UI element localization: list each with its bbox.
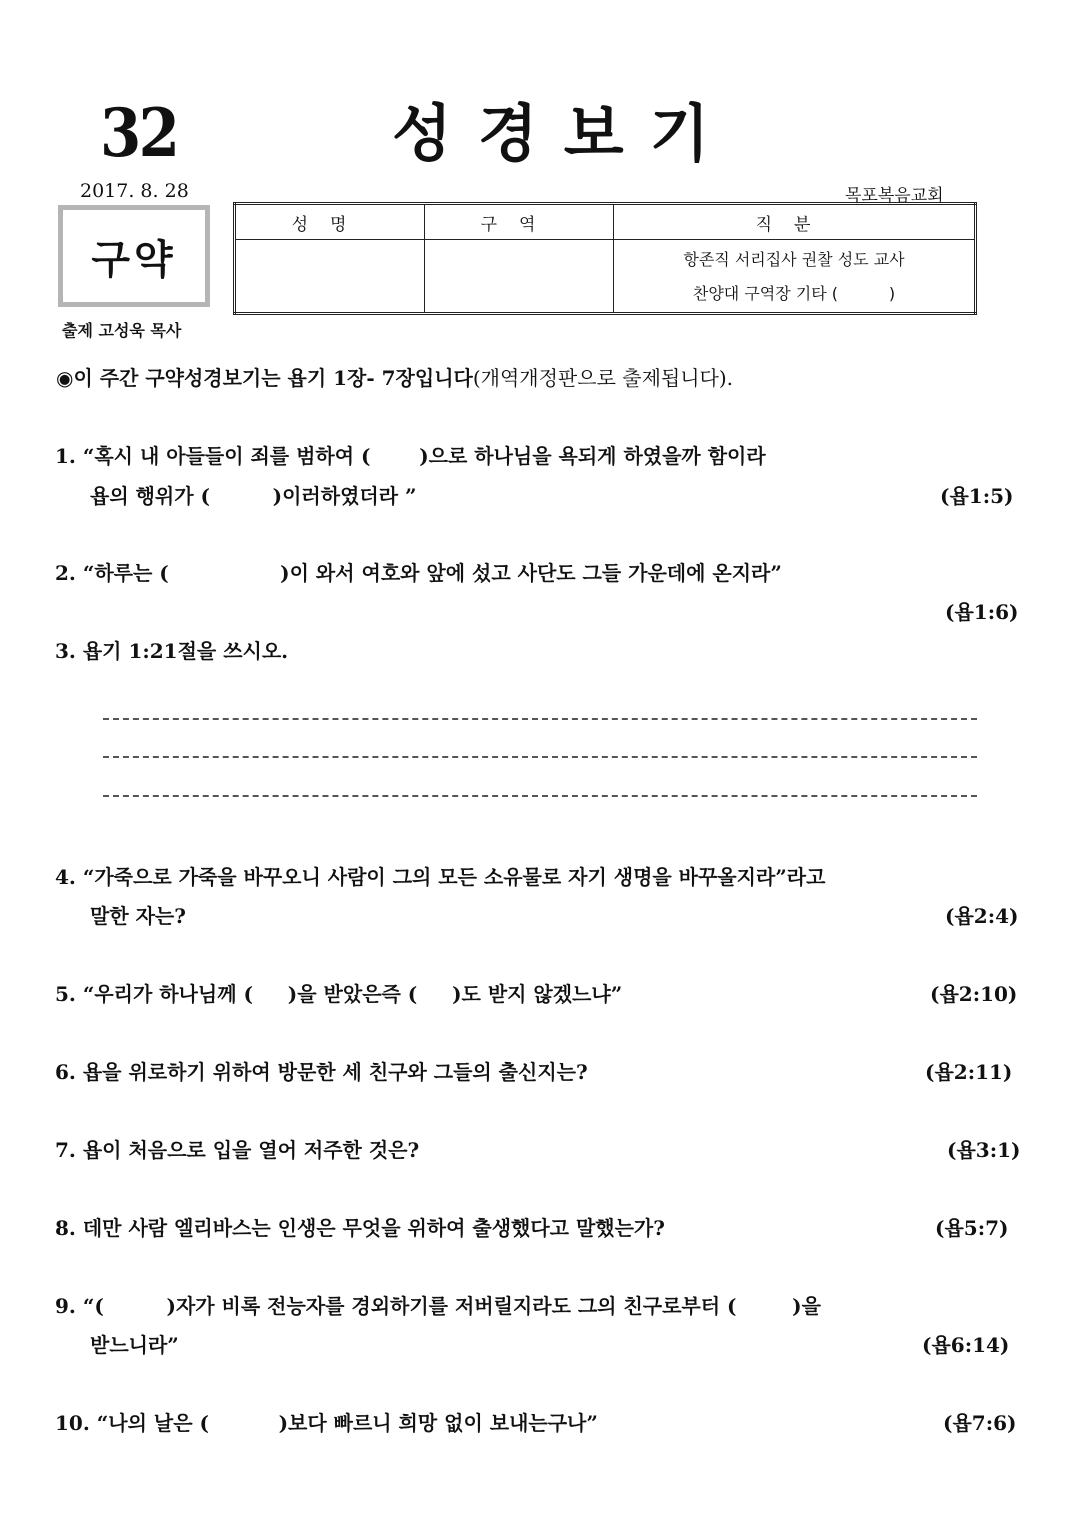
notice — [56, 362, 733, 391]
district-field[interactable] — [425, 240, 614, 314]
question-number: 6. — [55, 1060, 76, 1084]
question-9 — [55, 1290, 821, 1319]
question-number: 4. — [55, 865, 76, 889]
question-2 — [55, 557, 782, 586]
question-5-ref: (욥2:10) — [930, 982, 1018, 1006]
notice-normal: (개역개정판으로 출제됩니다). — [472, 366, 734, 390]
question-9-ref: (욥6:14) — [922, 1333, 1010, 1357]
role-options[interactable] — [614, 240, 976, 314]
question-1-ref: (욥1:5) — [940, 484, 1014, 508]
question-number: 7. — [55, 1138, 76, 1162]
district-header: 구역 — [425, 204, 614, 240]
question-3 — [55, 635, 288, 664]
church-name: 목포복음교회 — [845, 186, 944, 206]
question-1-line-2: 욥의 행위가 ( )이러하였더라 ” — [90, 484, 417, 508]
question-text: “나의 날은 ( )보다 빠르니 희망 없이 보내는구나” — [96, 1411, 598, 1435]
answer-line-1[interactable] — [103, 718, 977, 720]
question-text: 욥기 1:21절을 쓰시오. — [82, 639, 289, 663]
question-4-line-2: 말한 자는? — [90, 904, 186, 928]
question-number: 9. — [55, 1294, 76, 1318]
student-info-table — [233, 202, 977, 315]
question-9-line-2: 받느니라” — [90, 1333, 179, 1357]
question-text: “하루는 ( )이 와서 여호와 앞에 섰고 사단도 그들 가운데에 온지라” — [82, 561, 782, 585]
question-number: 2. — [55, 561, 76, 585]
question-text: 욥을 위로하기 위하여 방문한 세 친구와 그들의 출신지는? — [82, 1060, 588, 1084]
answer-line-2[interactable] — [103, 756, 977, 758]
issue-number: 32 — [100, 94, 178, 172]
question-8 — [55, 1212, 665, 1241]
testament-label: 구약 — [91, 236, 177, 283]
testament-badge — [58, 205, 210, 307]
question-5 — [55, 978, 622, 1007]
answer-line-3[interactable] — [103, 795, 977, 797]
question-4 — [55, 861, 825, 890]
question-text: “우리가 하나님께 ( )을 받았은즉 ( )도 받지 않겠느냐” — [82, 982, 623, 1006]
author-credit: 출제 고성욱 목사 — [62, 321, 182, 340]
question-7 — [55, 1134, 419, 1163]
question-number: 8. — [55, 1216, 76, 1240]
question-1 — [55, 440, 766, 469]
question-text: “( )자가 비록 전능자를 경외하기를 저버릴지라도 그의 친구로부터 ( )을 — [82, 1294, 821, 1318]
question-number: 1. — [55, 444, 76, 468]
question-number: 10. — [55, 1411, 90, 1435]
role-line-1: 항존직 서리집사 권찰 성도 교사 — [683, 249, 905, 269]
question-10-ref: (욥7:6) — [943, 1411, 1017, 1435]
role-line-2: 찬양대 구역장 기타 ( ) — [692, 283, 896, 303]
question-number: 3. — [55, 639, 76, 663]
question-6 — [55, 1056, 588, 1085]
question-text: “가죽으로 가죽을 바꾸오니 사람이 그의 모든 소유물로 자기 생명을 바꾸올지라”라고 — [82, 865, 826, 889]
notice-bold: ◉이 주간 구약성경보기는 욥기 1장- 7장입니다 — [56, 366, 473, 390]
page-title: 성경보기 — [392, 97, 736, 170]
question-8-ref: (욥5:7) — [935, 1216, 1009, 1240]
question-number: 5. — [55, 982, 76, 1006]
issue-date: 2017. 8. 28 — [80, 180, 189, 202]
question-4-ref: (욥2:4) — [945, 904, 1019, 928]
name-field[interactable] — [235, 240, 425, 314]
question-7-ref: (욥3:1) — [947, 1138, 1021, 1162]
question-2-ref: (욥1:6) — [945, 600, 1019, 624]
question-text: 데만 사람 엘리바스는 인생은 무엇을 위하여 출생했다고 말했는가? — [82, 1216, 665, 1240]
name-header: 성명 — [235, 204, 425, 240]
question-text: “혹시 내 아들들이 죄를 범하여 ( )으로 하나님을 욕되게 하였을까 함이라 — [82, 444, 766, 468]
role-header: 직분 — [614, 204, 976, 240]
question-10 — [55, 1407, 598, 1436]
question-6-ref: (욥2:11) — [925, 1060, 1013, 1084]
question-text: 욥이 처음으로 입을 열어 저주한 것은? — [82, 1138, 420, 1162]
